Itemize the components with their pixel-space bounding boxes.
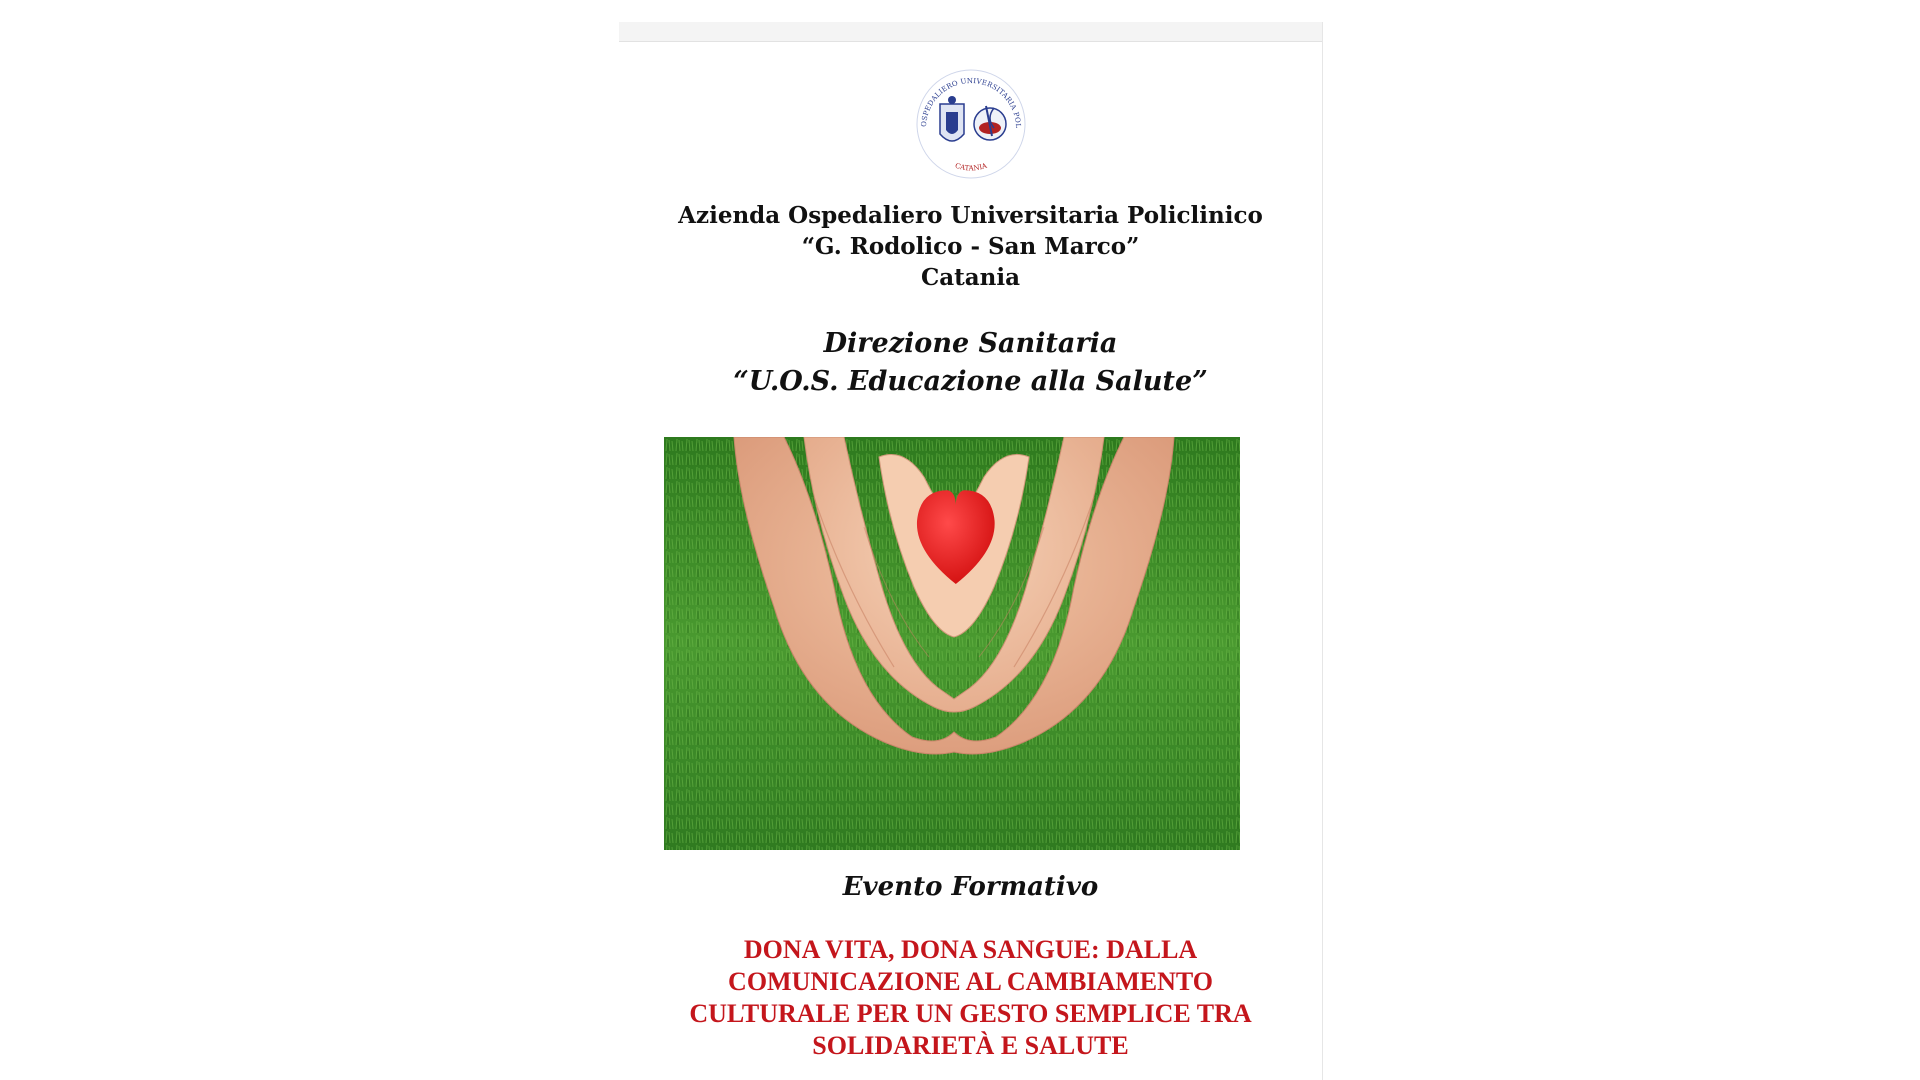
- event-title-line: CULTURALE PER UN GESTO SEMPLICE TRA: [689, 999, 1252, 1028]
- department-unit: “U.O.S. Educazione alla Salute”: [733, 366, 1208, 397]
- organization-heading: [619, 200, 1322, 293]
- organization-subname: “G. Rodolico - San Marco”: [801, 233, 1140, 260]
- document-page: [619, 22, 1323, 1080]
- department-heading: [619, 325, 1322, 401]
- page-top-bar: [619, 22, 1322, 42]
- crest-icon: [940, 96, 964, 141]
- event-label: Evento Formativo: [842, 872, 1099, 902]
- logo-city-text: CATANIA: [953, 161, 989, 173]
- hospital-logo: [906, 64, 1036, 180]
- event-title-line: DONA VITA, DONA SANGUE: DALLA: [743, 935, 1198, 964]
- event-title-line: SOLIDARIETÀ E SALUTE: [812, 1031, 1129, 1060]
- organization-name: Azienda Ospedaliero Universitaria Policlinico: [678, 202, 1263, 229]
- heart-in-hands-photo: [664, 437, 1240, 850]
- logo-ring-text: OSPEDALIERO UNIVERSITARIA POL: [919, 76, 1023, 129]
- emblem-icon: [974, 106, 1006, 140]
- svg-text:CATANIA: [954, 161, 989, 172]
- event-title: [619, 934, 1322, 1062]
- event-title-line: COMUNICAZIONE AL CAMBIAMENTO: [728, 967, 1213, 996]
- department-name: Direzione Sanitaria: [823, 328, 1118, 359]
- organization-city: Catania: [920, 264, 1021, 291]
